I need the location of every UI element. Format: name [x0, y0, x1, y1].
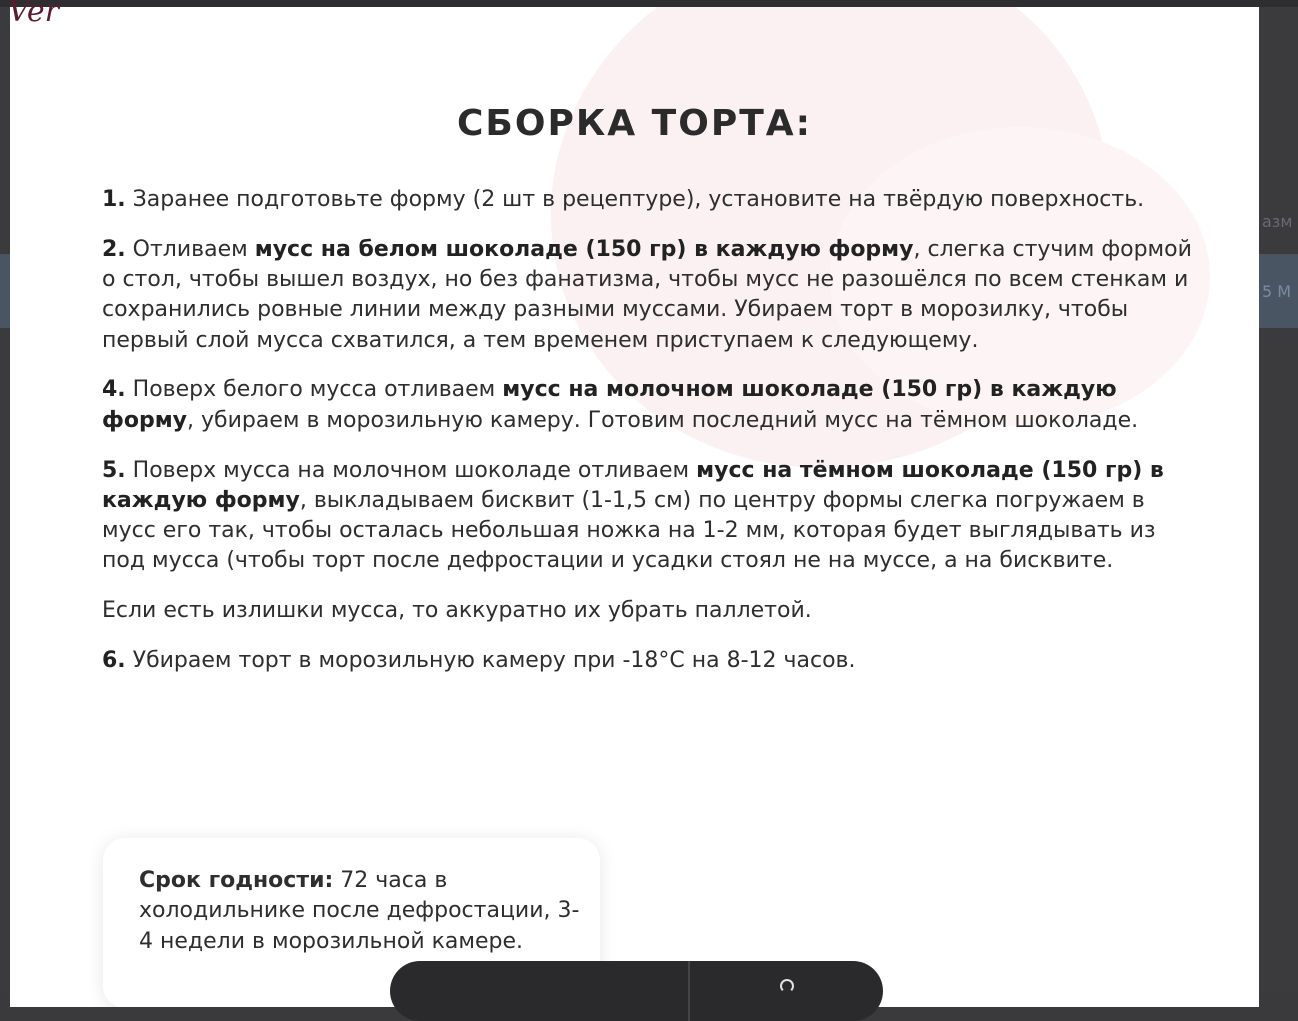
step-number: 2. — [102, 236, 126, 262]
step-text: Заранее подготовьте форму (2 шт в рецептуре), установите на твёрдую поверхность. — [125, 187, 1145, 212]
assembly-steps — [102, 185, 1192, 696]
step-text: Поверх белого мусса отливаем — [125, 377, 503, 403]
step-number: 5. — [102, 457, 126, 483]
step-emphasis: мусс на белом шоколаде (150 гр) в каждую форму — [254, 236, 914, 262]
step-1 — [102, 185, 1192, 215]
step-text: Поверх мусса на молочном шоколаде отливаем — [125, 457, 697, 483]
recipe-modal — [10, 7, 1259, 1007]
bottom-toolbar — [390, 961, 883, 1021]
storage-text — [139, 866, 589, 957]
step-number: 6. — [102, 648, 126, 674]
section-title: СБОРКА ТОРТА: — [456, 103, 813, 144]
step-text: Отливаем — [125, 236, 255, 262]
step-text-tail: , убираем в морозильную камеру. Готовим последний мусс на тёмном шоколаде. — [187, 407, 1139, 433]
step-text-tail: , выкладываем бисквит (1-1,5 см) по центру формы слегка погружаем в мусс его так, чтобы осталась небольшая ножка на 1-2 мм, которая будет выглядывать из под мусса (чтобы торт после дефростации и усадки стоял не на муссе, а на бисквите. — [102, 487, 1156, 574]
step-number: 4. — [102, 377, 126, 403]
step-text: Убираем торт в морозильную камеру при -18°С на 8-12 часов. — [125, 648, 856, 674]
storage-value: 72 часа в холодильнике после дефростации, 3-4 недели в морозильной камере. — [139, 868, 580, 954]
background-text-fragment: азм — [1262, 212, 1293, 231]
background-text-fragment-2: 5 М — [1262, 282, 1292, 301]
step-text-tail: , слегка стучим формой о стол, чтобы вышел воздух, но без фанатизма, чтобы мусс не разошёлся по всем стенкам и сохранились ровные линии между разными муссами. Убираем торт в морозилку, чтобы первый слой мусса схватился, а тем временем приступаем к следующему. — [102, 236, 1192, 353]
toolbar-button-right[interactable] — [690, 961, 883, 1021]
step-5 — [102, 456, 1192, 577]
step-emphasis: мусс на молочном шоколаде (150 гр) в каждую форму — [102, 377, 1117, 433]
toolbar-button-left[interactable] — [390, 961, 688, 1021]
top-strip — [0, 0, 1298, 7]
step-emphasis: мусс на тёмном шоколаде (150 гр) в каждую форму — [102, 457, 1164, 513]
storage-label: Срок годности: — [139, 868, 334, 893]
background-panel-left — [0, 254, 10, 328]
step-6 — [102, 646, 1192, 676]
brand-logo[interactable]: Ver — [8, 0, 60, 29]
step-2 — [102, 235, 1192, 356]
step-4 — [102, 375, 1192, 436]
step-number: 1. — [102, 187, 126, 212]
extra-note: Если есть излишки мусса, то аккуратно их убрать паллетой. — [102, 598, 812, 624]
